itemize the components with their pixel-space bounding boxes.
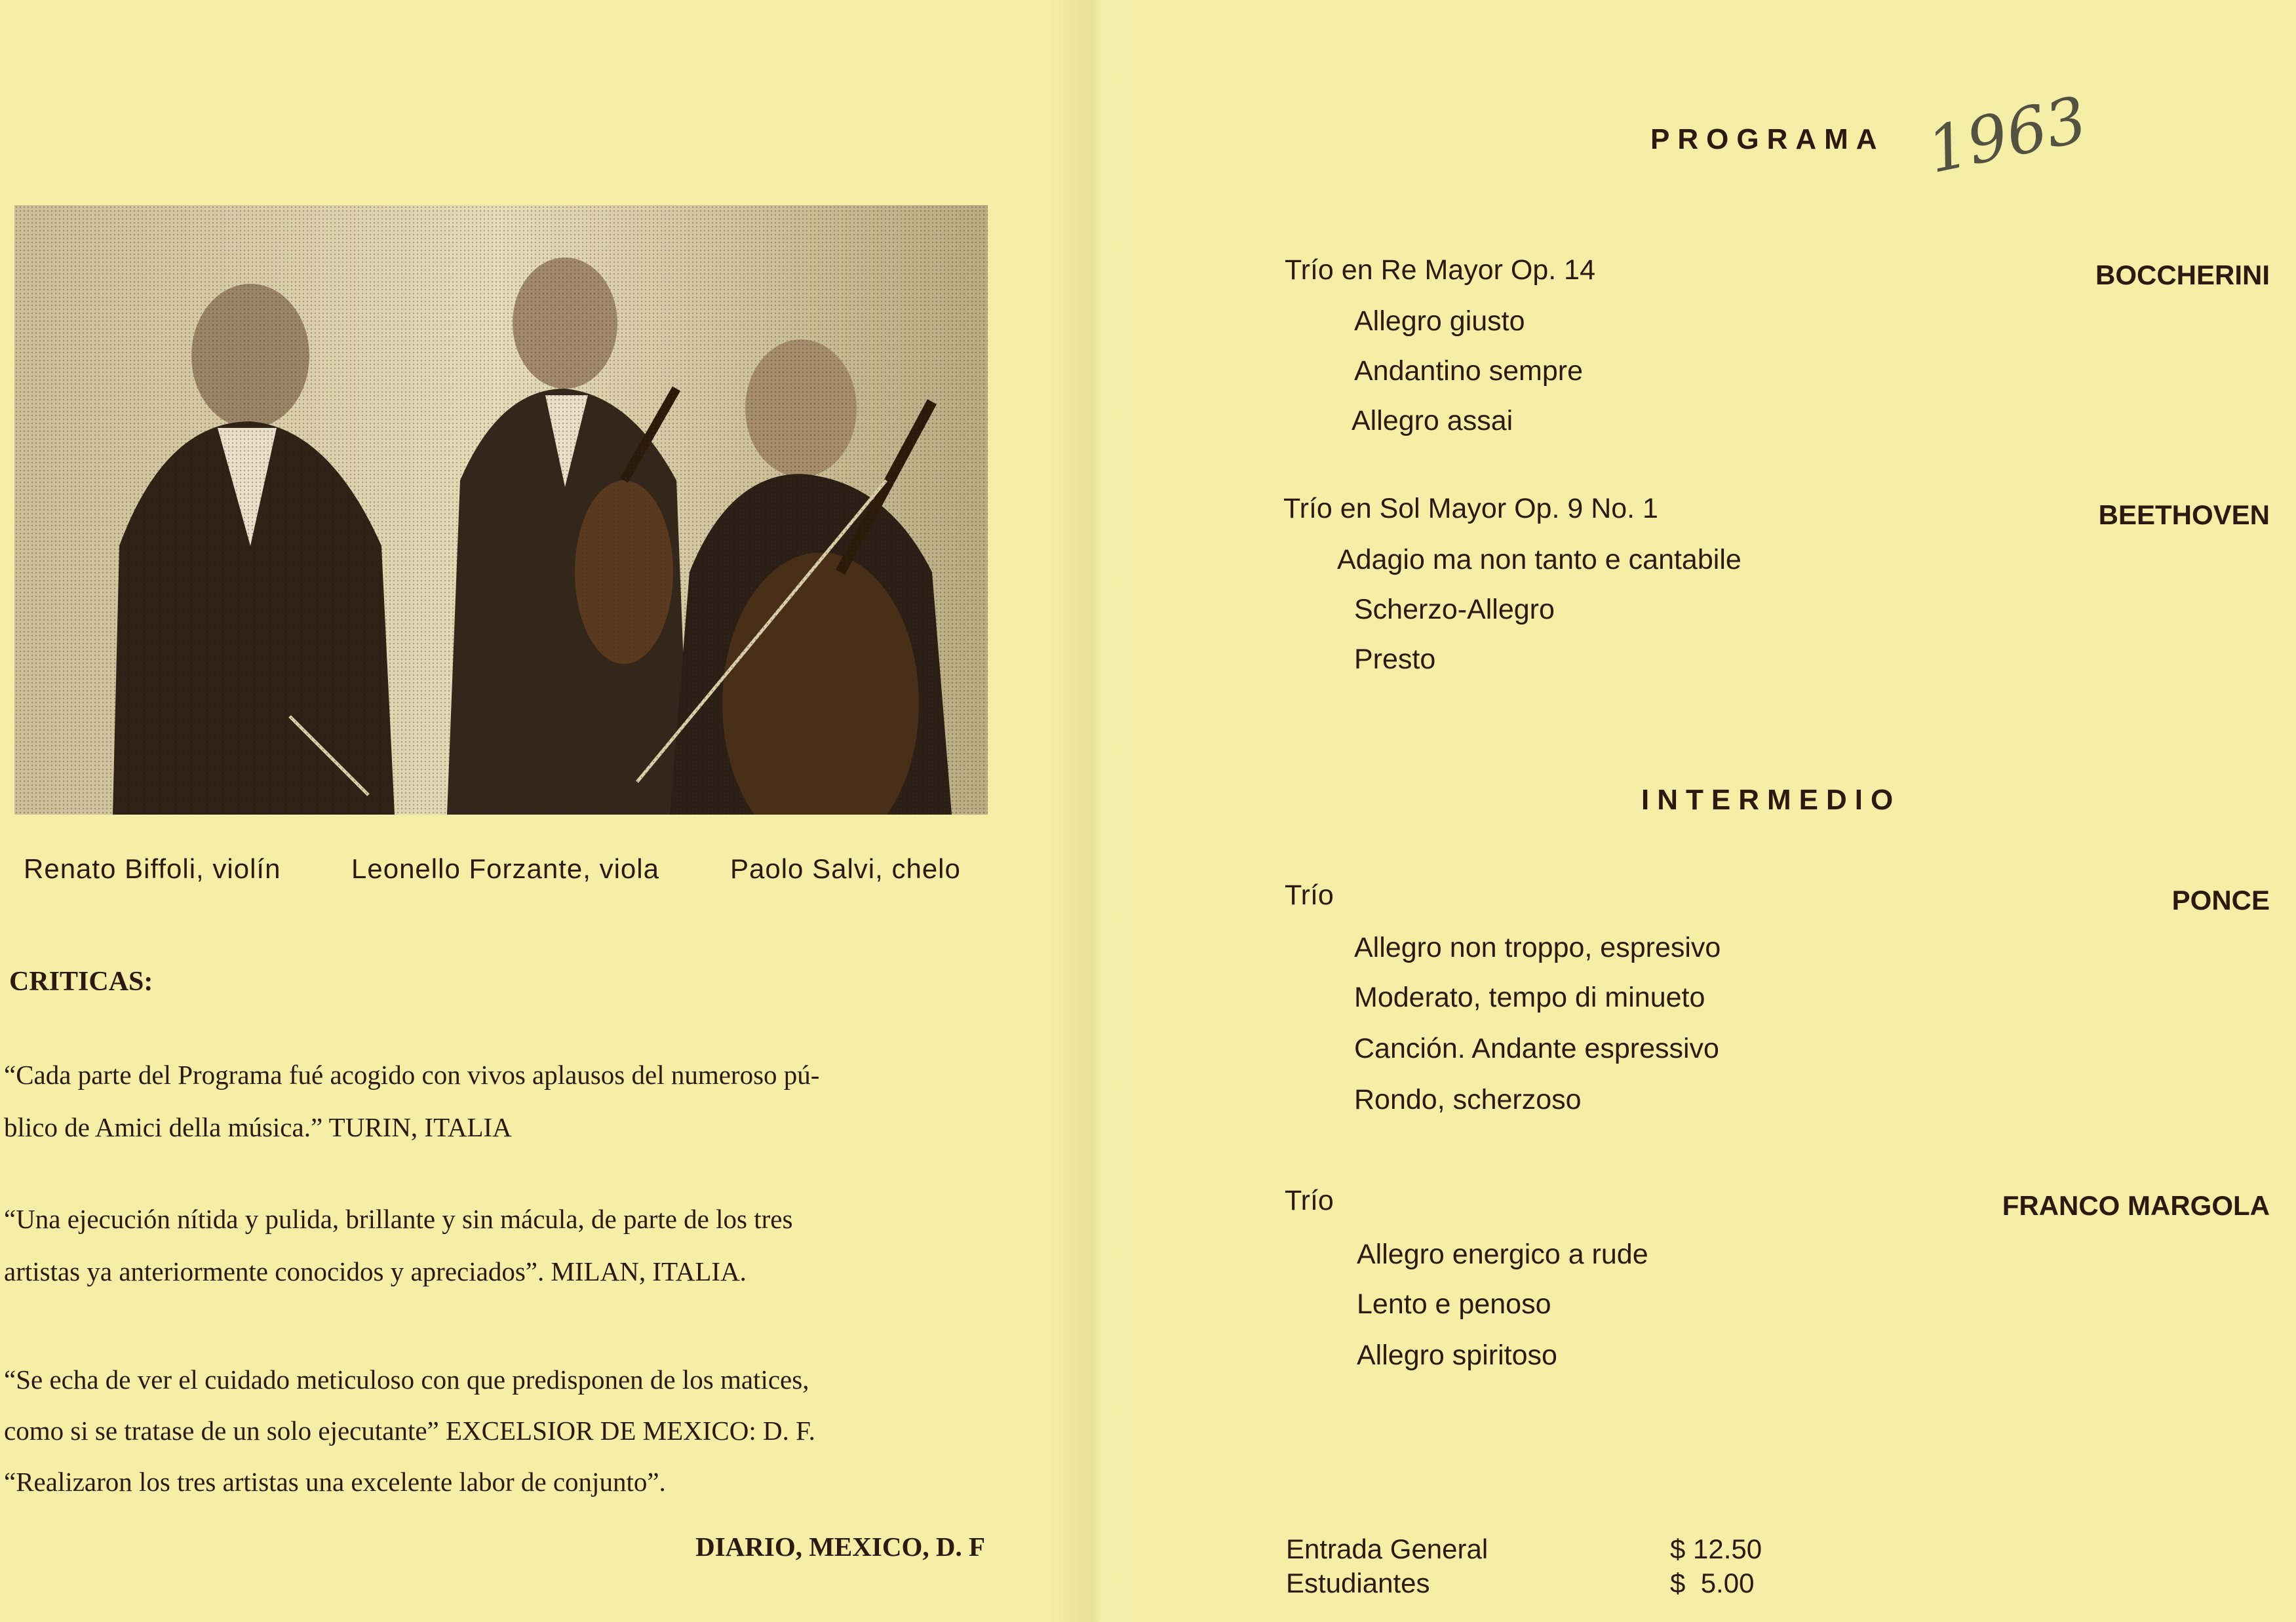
programa-heading: PROGRAMA [1650,123,1885,155]
work-title: Trío en Re Mayor Op. 14 [1285,254,1595,286]
movement: Lento e penoso [1357,1288,1551,1320]
movement: Canción. Andante espressivo [1354,1033,1719,1064]
quote-line: “Se echa de ver el cuidado meticuloso con que predisponen de los matices, [4,1364,809,1395]
price-label: Estudiantes [1286,1568,1430,1598]
handwritten-year: 1963 [1921,82,2093,188]
movement: Allegro giusto [1354,305,1525,337]
quote-line: “Una ejecución nítida y pulida, brillante y sin mácula, de parte de los tres [4,1204,793,1234]
work-title: Trío [1285,1185,1334,1216]
work-title: Trío [1285,879,1334,911]
composer-name: PONCE [2171,885,2270,916]
quote-turin [4,1049,987,1153]
trio-photo [14,205,988,815]
movement: Allegro assai [1352,405,1513,436]
movement: Adagio ma non tanto e cantabile [1337,544,1741,575]
page-fold [1049,0,1147,1622]
price-value: $ 12.50 [1670,1534,1762,1564]
composer-name: FRANCO MARGOLA [2002,1190,2270,1221]
quote-line: “Realizaron los tres artistas una excelente labor de conjunto”. [4,1467,666,1497]
price-value: $ 5.00 [1670,1568,1755,1598]
quote-line: como si se tratase de un solo ejecutante” EXCELSIOR DE MEXICO: D. F. [4,1416,815,1446]
quote-line: “Cada parte del Programa fué acogido con vivos aplausos del numeroso pú- [4,1060,820,1090]
intermedio-heading: INTERMEDIO [1641,784,1901,816]
movement: Allegro energico a rude [1357,1239,1648,1270]
composer-name: BEETHOVEN [2098,499,2270,530]
criticas-title: CRITICAS: [9,967,153,997]
caption-cello: Paolo Salvi, chelo [730,853,961,884]
quote-line: artistas ya anteriormente conocidos y apreciados”. MILAN, ITALIA. [4,1256,747,1286]
movement: Rondo, scherzoso [1354,1084,1582,1115]
composer-name: BOCCHERINI [2095,260,2270,290]
movement: Allegro spiritoso [1357,1340,1557,1371]
caption-viola: Leonello Forzante, viola [351,853,659,884]
price-label: Entrada General [1286,1534,1489,1564]
movement: Scherzo-Allegro [1354,594,1555,625]
movement: Moderato, tempo di minueto [1354,982,1705,1013]
caption-violin: Renato Biffoli, violín [24,853,281,884]
quote-mexico [4,1354,987,1507]
movement: Andantino sempre [1354,355,1583,387]
movement: Allegro non troppo, espresivo [1354,932,1721,963]
work-title: Trío en Sol Mayor Op. 9 No. 1 [1283,493,1658,524]
quote-line: blico de Amici della música.” TURIN, ITALIA [4,1112,512,1142]
quote-source: DIARIO, MEXICO, D. F [695,1532,985,1562]
quote-milan [4,1193,987,1298]
movement: Presto [1354,644,1436,675]
